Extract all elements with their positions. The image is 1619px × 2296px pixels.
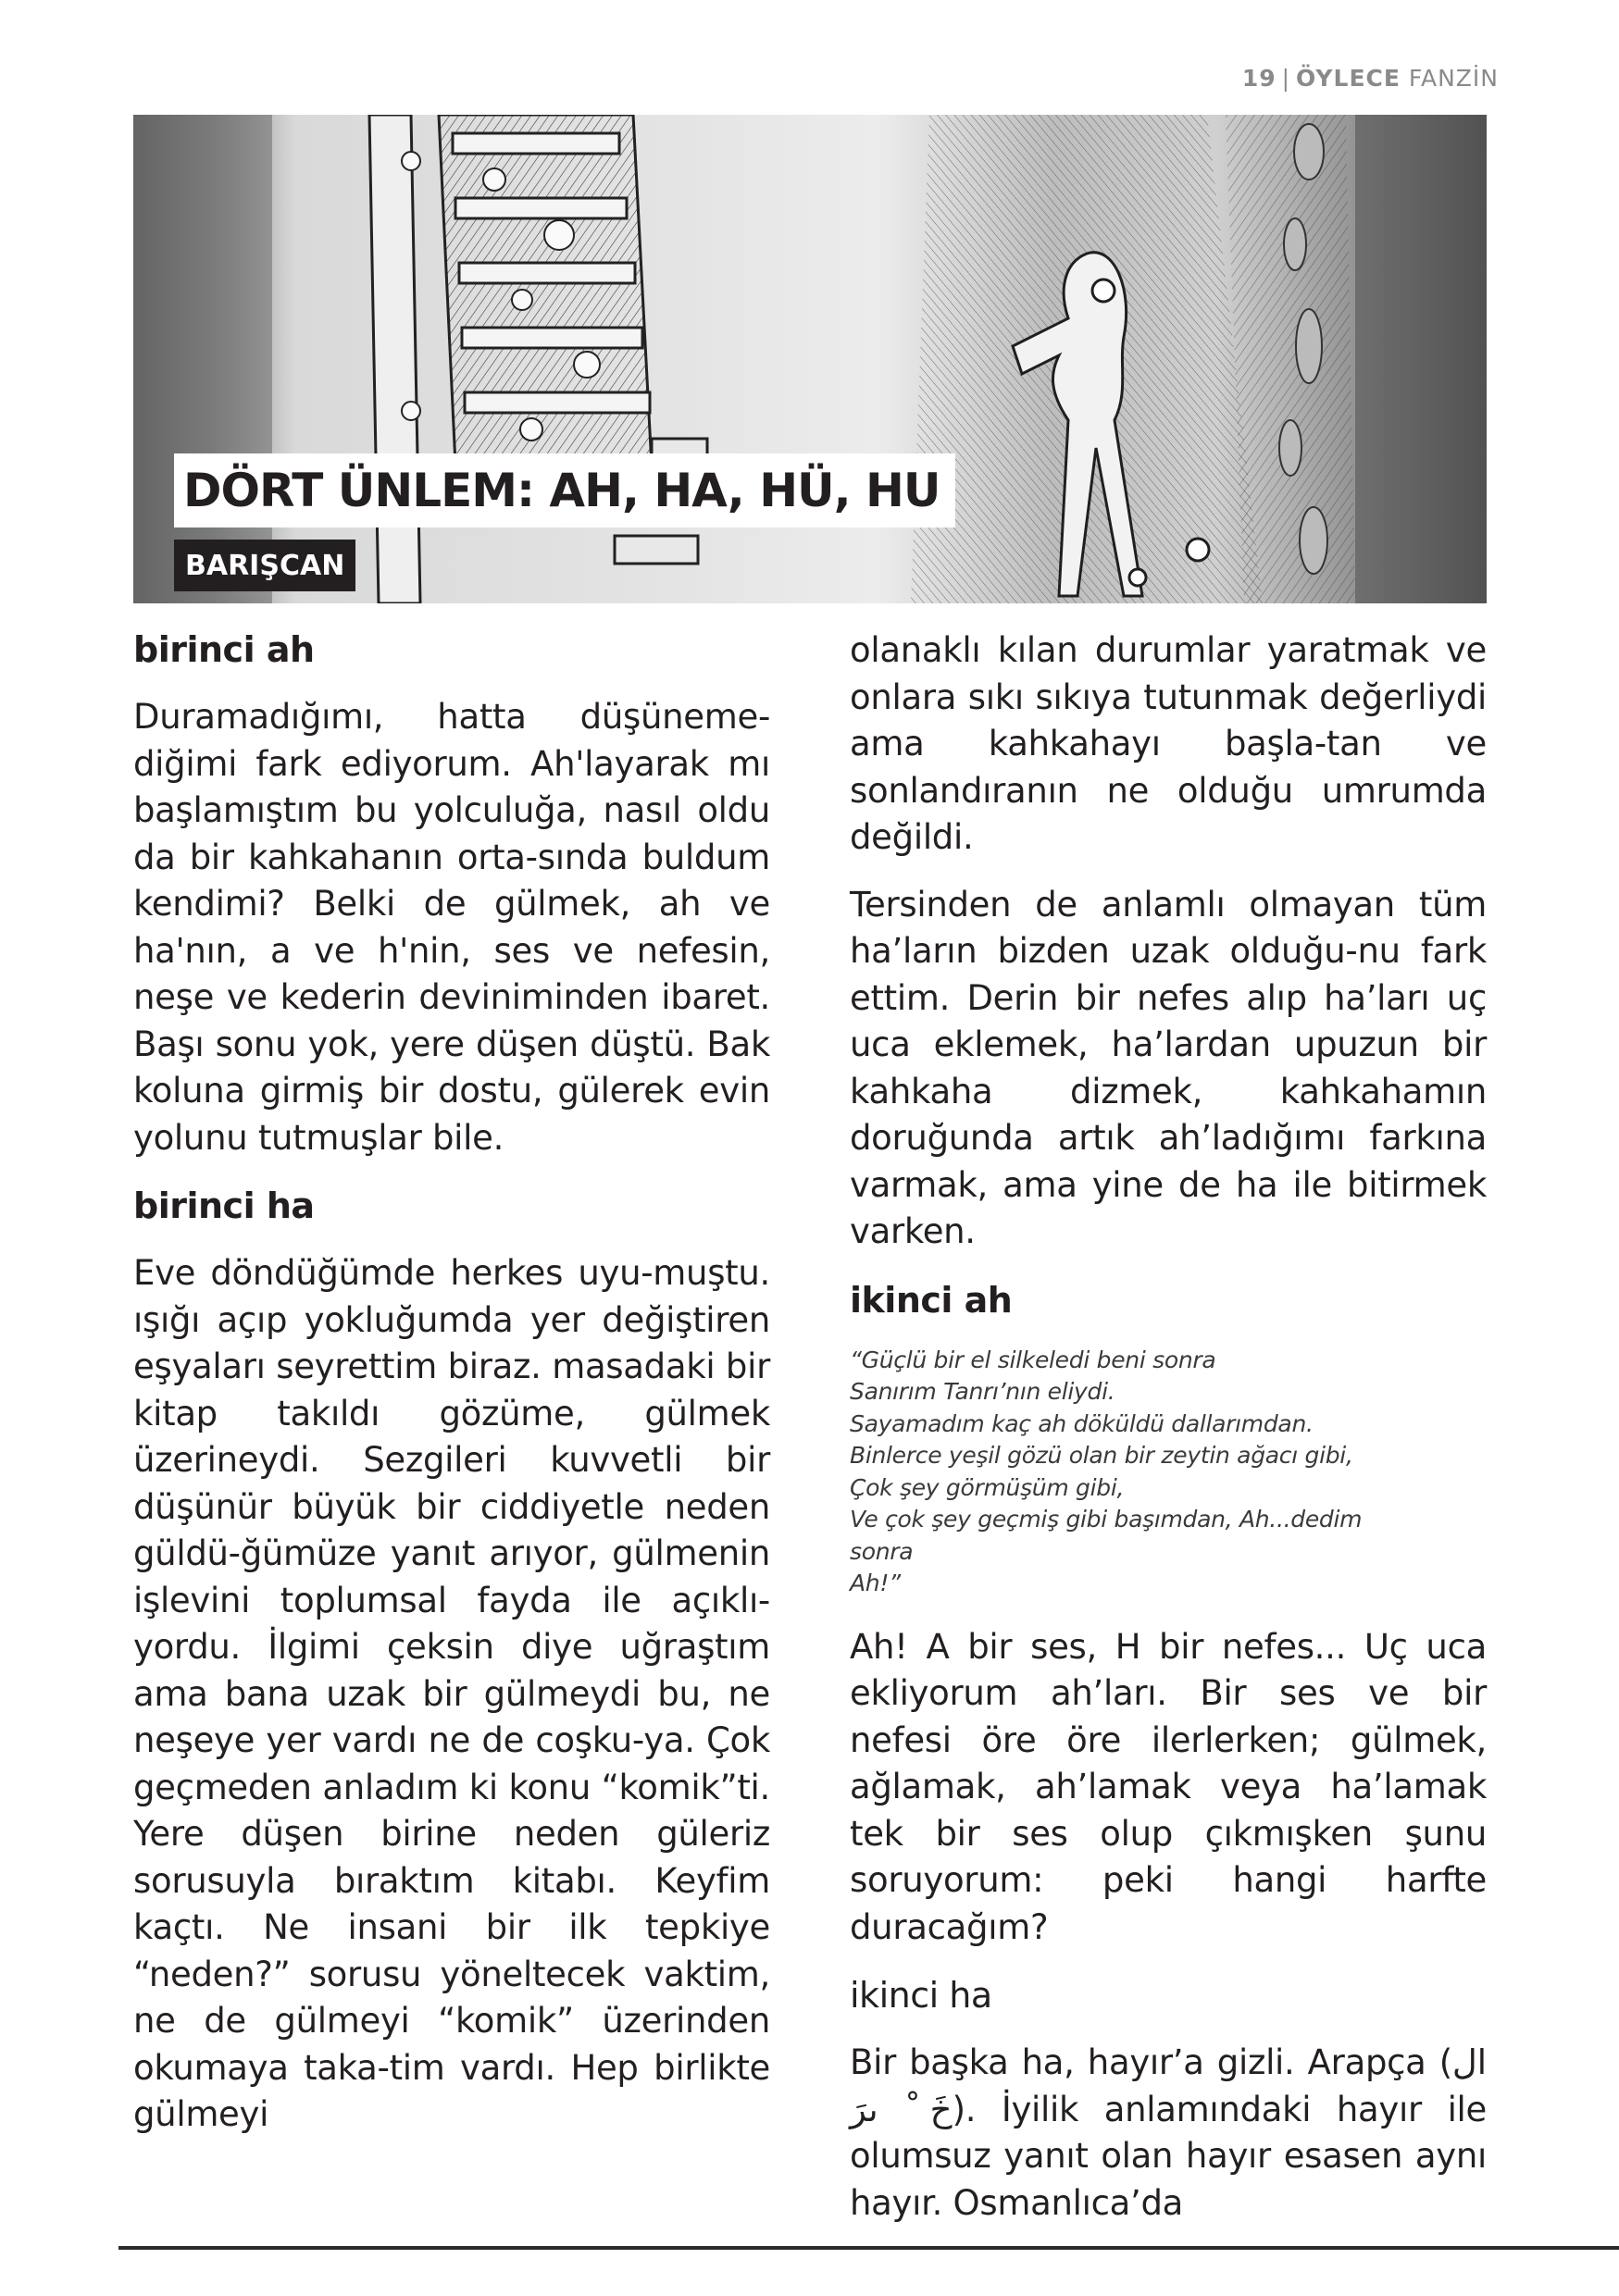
right-column xyxy=(850,627,1487,2227)
author-name: BARIŞCAN xyxy=(185,549,345,582)
quote-line: sonra xyxy=(850,1537,914,1565)
footer-rule xyxy=(118,2246,1619,2250)
paragraph-birinci-ah: Duramadığımı, hatta düşüneme-diğimi fark ediyorum. Ah'layarak mı başlamıştım bu yolculuğa, nasıl oldu da bir kahkahanın orta-sında buldum kendimi? Belki de gülmek, ah ve ha'nın, a ve h'nin, ses ve nefesin, neşe ve kederin deviniminden ibaret. Başı sonu yok, yere düşen düştü. Bak koluna girmiş bir dostu, gülerek evin yolunu tutmuşlar bile. xyxy=(133,697,770,1158)
publication-name: ÖYLECE xyxy=(1296,65,1401,92)
article-title-box xyxy=(174,453,955,527)
page-number: 19 xyxy=(1241,65,1277,92)
section-heading-birinci-ha: birinci ha xyxy=(133,1185,315,1226)
quote-line: Ah!” xyxy=(850,1570,901,1596)
publication-type: FANZİN xyxy=(1408,65,1499,92)
running-head-separator: | xyxy=(1281,65,1291,92)
poem-quote xyxy=(850,1345,1487,1600)
paragraph-tersinden: Tersinden de anlamlı olmayan tüm ha’ların bizden uzak olduğu-nu fark ettim. Derin bir nefes alıp ha’ları uç uca eklemek, ha’lardan upuzun bir kahkaha dizmek, kahkahamın doruğunda artık ah’ladığımı farkına varmak, ama yine de ha ile bitirmek varken. xyxy=(850,884,1487,1251)
quote-line: Binlerce yeşil gözü olan bir zeytin ağacı gibi, xyxy=(850,1442,1353,1469)
quote-line: Sayamadım kaç ah döküldü dallarımdan. xyxy=(850,1409,1314,1437)
paragraph-continuation: olanaklı kılan durumlar yaratmak ve onlara sıkı sıkıya tutunmak değerliydi ama kahkahayı başla-tan ve sonlandıranın ne olduğu umrumda değildi. xyxy=(850,630,1487,857)
left-shadow xyxy=(133,115,272,603)
illustration-artwork xyxy=(133,115,1487,603)
paragraph-ikinci-ha: Bir başka ha, hayır’a gizli. Arapça (ال خَ ْ ىرَ). İyilik anlamındaki hayır ile olumsuz yanıt olan hayır esasen aynı hayır. Osmanlıca’da xyxy=(850,2042,1487,2223)
running-head xyxy=(1242,65,1499,92)
section-heading-ikinci-ah: ikinci ah xyxy=(850,1279,1013,1321)
left-column xyxy=(133,626,770,2139)
quote-line: Çok şey görmüşüm gibi, xyxy=(850,1473,1125,1501)
section-heading-ikinci-ha: ikinci ha xyxy=(850,1975,992,2016)
article-title: DÖRT ÜNLEM: AH, HA, HÜ, HU xyxy=(183,464,940,517)
author-badge xyxy=(174,540,355,591)
quote-line: “Güçlü bir el silkeledi beni sonra xyxy=(850,1346,1216,1373)
paragraph-ah-bir-ses: Ah! A bir ses, H bir nefes... Uç uca ekliyorum ah’ları. Bir ses ve bir nefesi öre öre ilerlerken; gülmek, ağlamak, ah’lamak veya ha’lamak tek bir ses olup çıkmışken şunu soruyorum: peki hangi harfte duracağım? xyxy=(850,1626,1487,1947)
section-heading-birinci-ah: birinci ah xyxy=(133,629,315,670)
hero-illustration xyxy=(133,115,1487,603)
paragraph-birinci-ha: Eve döndüğümde herkes uyu-muştu. ışığı açıp yokluğumda yer değiştiren eşyaları seyrettim biraz. masadaki bir kitap takıldı gözüme, gülmek üzerineydi. Sezgileri kuvvetli bir düşünür büyük bir ciddiyetle neden güldü-ğümüze yanıt arıyor, gülmenin işlevini toplumsal fayda ile açıklı-yordu. İlgimi çeksin diye uğraştım ama bana uzak bir gülmeydi bu, ne neşeye yer vardı ne de coşku-ya. Çok geçmeden anladım ki konu “komik”ti. Yere düşen birine neden güleriz sorusuyla bıraktım kitabı. Keyfim kaçtı. Ne insani bir ilk tepkiye “neden?” sorusu yöneltecek vaktim, ne de gülmeyi “komik” üzerinden okumaya taka-tim vardı. Hep birlikte gülmeyi xyxy=(133,1253,770,2134)
right-shadow xyxy=(1355,115,1487,603)
staircase xyxy=(369,115,707,603)
quote-line: Ve çok şey geçmiş gibi başımdan, Ah...dedim xyxy=(850,1506,1363,1533)
quote-line: Sanırım Tanrı’nın eliydi. xyxy=(850,1378,1115,1405)
